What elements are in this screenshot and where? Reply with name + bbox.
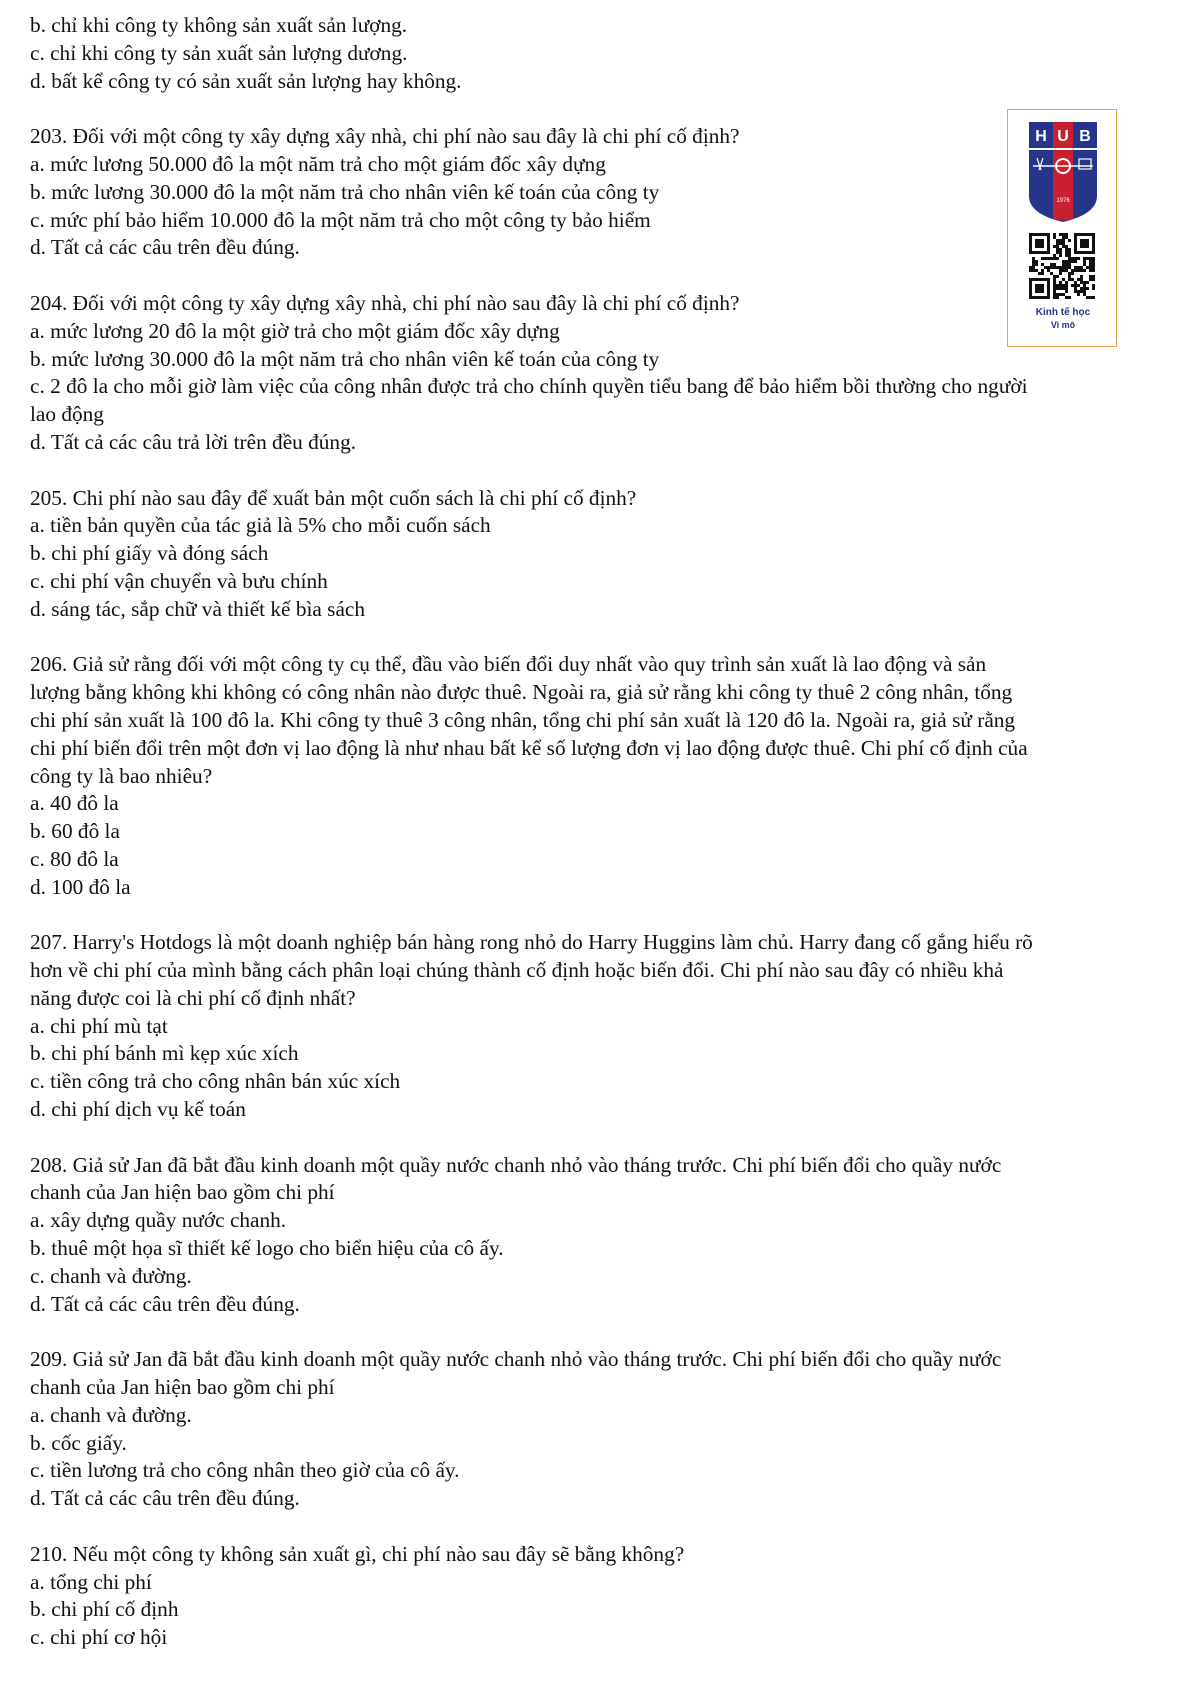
answer-option: b. chỉ khi công ty không sản xuất sản lượng. [30,13,408,37]
question-stem-line: 203. Đối với một công ty xây dựng xây nhà, chi phí nào sau đây là chi phí cố định? [30,124,740,149]
question-stem-line: 208. Giả sử Jan đã bắt đầu kinh doanh một quầy nước chanh nhỏ vào tháng trước. Chi phí biến đổi cho quầy nước [30,1152,1002,1177]
question-stem-line: 210. Nếu một công ty không sản xuất gì, chi phí nào sau đây sẽ bằng không? [30,1541,685,1566]
answer-option: a. chanh và đường. [30,1402,192,1427]
document-body [30,12,1170,1680]
answer-option: d. bất kể công ty có sản xuất sản lượng hay không. [30,68,462,93]
question-stem-line: công ty là bao nhiêu? [30,763,213,788]
answer-option: b. cốc giấy. [30,1430,127,1455]
question-stem-line: 204. Đối với một công ty xây dựng xây nhà, chi phí nào sau đây là chi phí cố định? [30,290,740,315]
answer-option: a. xây dựng quầy nước chanh. [30,1208,287,1233]
question-block [30,1541,1170,1652]
logo-letter-u: U [1057,128,1069,145]
question-stem-line: 206. Giả sử rằng đối với một công ty cụ thể, đầu vào biến đổi duy nhất vào quy trình sản xuất là lao động và sản [30,652,987,677]
answer-option: d. Tất cả các câu trên đều đúng. [30,1291,300,1316]
logo-caption-course: Vi mô [1050,320,1076,330]
answer-option: d. Tất cả các câu trên đều đúng. [30,1486,300,1511]
answer-option: c. tiền lương trả cho công nhân theo giờ của cô ấy. [30,1458,460,1483]
logo-letter-b: B [1079,128,1091,145]
question-stem-line: chi phí biến đổi trên một đơn vị lao động là như nhau bất kể số lượng đơn vị lao động được thuê. Chi phí cố định của [30,735,1028,760]
qr-code-icon [1029,233,1095,299]
answer-option: b. mức lương 30.000 đô la một năm trả cho nhân viên kế toán của công ty [30,179,660,204]
question-block [30,651,1170,901]
answer-option: b. chi phí giấy và đóng sách [30,541,269,566]
answer-option: d. chi phí dịch vụ kế toán [30,1097,246,1122]
answer-option: b. chi phí cố định [30,1597,179,1622]
answer-option: d. 100 đô la [30,874,131,899]
question-block [30,123,1170,262]
answer-option: c. 2 đô la cho mỗi giờ làm việc của công nhân được trả cho chính quyền tiểu bang để bảo hiểm bồi thường cho người [30,374,1028,399]
answer-option: c. chi phí cơ hội [30,1625,168,1650]
answer-option: c. mức phí bảo hiểm 10.000 đô la một năm trả cho một công ty bảo hiểm [30,207,651,232]
answer-option: a. tiền bản quyền của tác giả là 5% cho mỗi cuốn sách [30,513,491,538]
answer-option: b. thuê một họa sĩ thiết kế logo cho biển hiệu của cô ấy. [30,1236,504,1261]
question-stem-line: lượng bằng không khi không có công nhân nào được thuê. Ngoài ra, giả sử rằng khi công ty thuê 2 công nhân, tổng [30,680,1013,705]
question-block [30,1152,1170,1319]
answer-option: b. mức lương 30.000 đô la một năm trả cho nhân viên kế toán của công ty [30,346,660,371]
question-stem-line: 209. Giả sử Jan đã bắt đầu kinh doanh một quầy nước chanh nhỏ vào tháng trước. Chi phí biến đổi cho quầy nước [30,1347,1002,1372]
answer-option: a. mức lương 50.000 đô la một năm trả cho một giám đốc xây dựng [30,151,606,176]
question-block [30,1346,1170,1513]
hub-shield-logo [1029,122,1097,222]
answer-option: lao động [30,402,104,427]
logo-year: 1976 [1056,198,1070,204]
answer-option: d. sáng tác, sắp chữ và thiết kế bìa sách [30,596,366,621]
answer-option: c. 80 đô la [30,846,119,871]
question-stem-line: hơn về chi phí của mình bằng cách phân loại chúng thành cố định hoặc biến đổi. Chi phí nào sau đây có nhiều khả [30,958,1004,983]
answer-option: d. Tất cả các câu trả lời trên đều đúng. [30,429,357,454]
answer-option: a. tổng chi phí [30,1569,152,1594]
answer-option: c. chi phí vận chuyển và bưu chính [30,568,328,593]
answer-option: b. 60 đô la [30,819,120,844]
question-block [30,485,1170,624]
answer-option: c. chỉ khi công ty sản xuất sản lượng dương. [30,40,408,65]
question-stem-line: chi phí sản xuất là 100 đô la. Khi công ty thuê 3 công nhân, tổng chi phí sản xuất là 120 đô la. Ngoài ra, giả sử rằng [30,707,1016,732]
logo-caption-subject: Kinh tế học [1035,307,1091,318]
answer-option: d. Tất cả các câu trên đều đúng. [30,235,300,260]
question-block [30,12,1170,95]
question-stem-line: chanh của Jan hiện bao gồm chi phí [30,1375,335,1400]
answer-option: a. 40 đô la [30,791,119,816]
hub-logo-card [1007,109,1117,347]
question-block [30,929,1170,1124]
question-block [30,290,1170,457]
answer-option: b. chi phí bánh mì kẹp xúc xích [30,1041,299,1066]
answer-option: a. chi phí mù tạt [30,1013,168,1038]
question-stem-line: 207. Harry's Hotdogs là một doanh nghiệp bán hàng rong nhỏ do Harry Huggins làm chủ. Harry đang cố gắng hiểu rõ [30,930,1033,955]
question-stem-line: 205. Chi phí nào sau đây để xuất bản một cuốn sách là chi phí cố định? [30,485,637,510]
question-stem-line: chanh của Jan hiện bao gồm chi phí [30,1180,335,1205]
answer-option: c. tiền công trả cho công nhân bán xúc xích [30,1069,401,1094]
answer-option: a. mức lương 20 đô la một giờ trả cho một giám đốc xây dựng [30,318,560,343]
answer-option: c. chanh và đường. [30,1263,192,1288]
logo-letter-h: H [1035,128,1047,145]
question-stem-line: năng được coi là chi phí cố định nhất? [30,985,356,1010]
